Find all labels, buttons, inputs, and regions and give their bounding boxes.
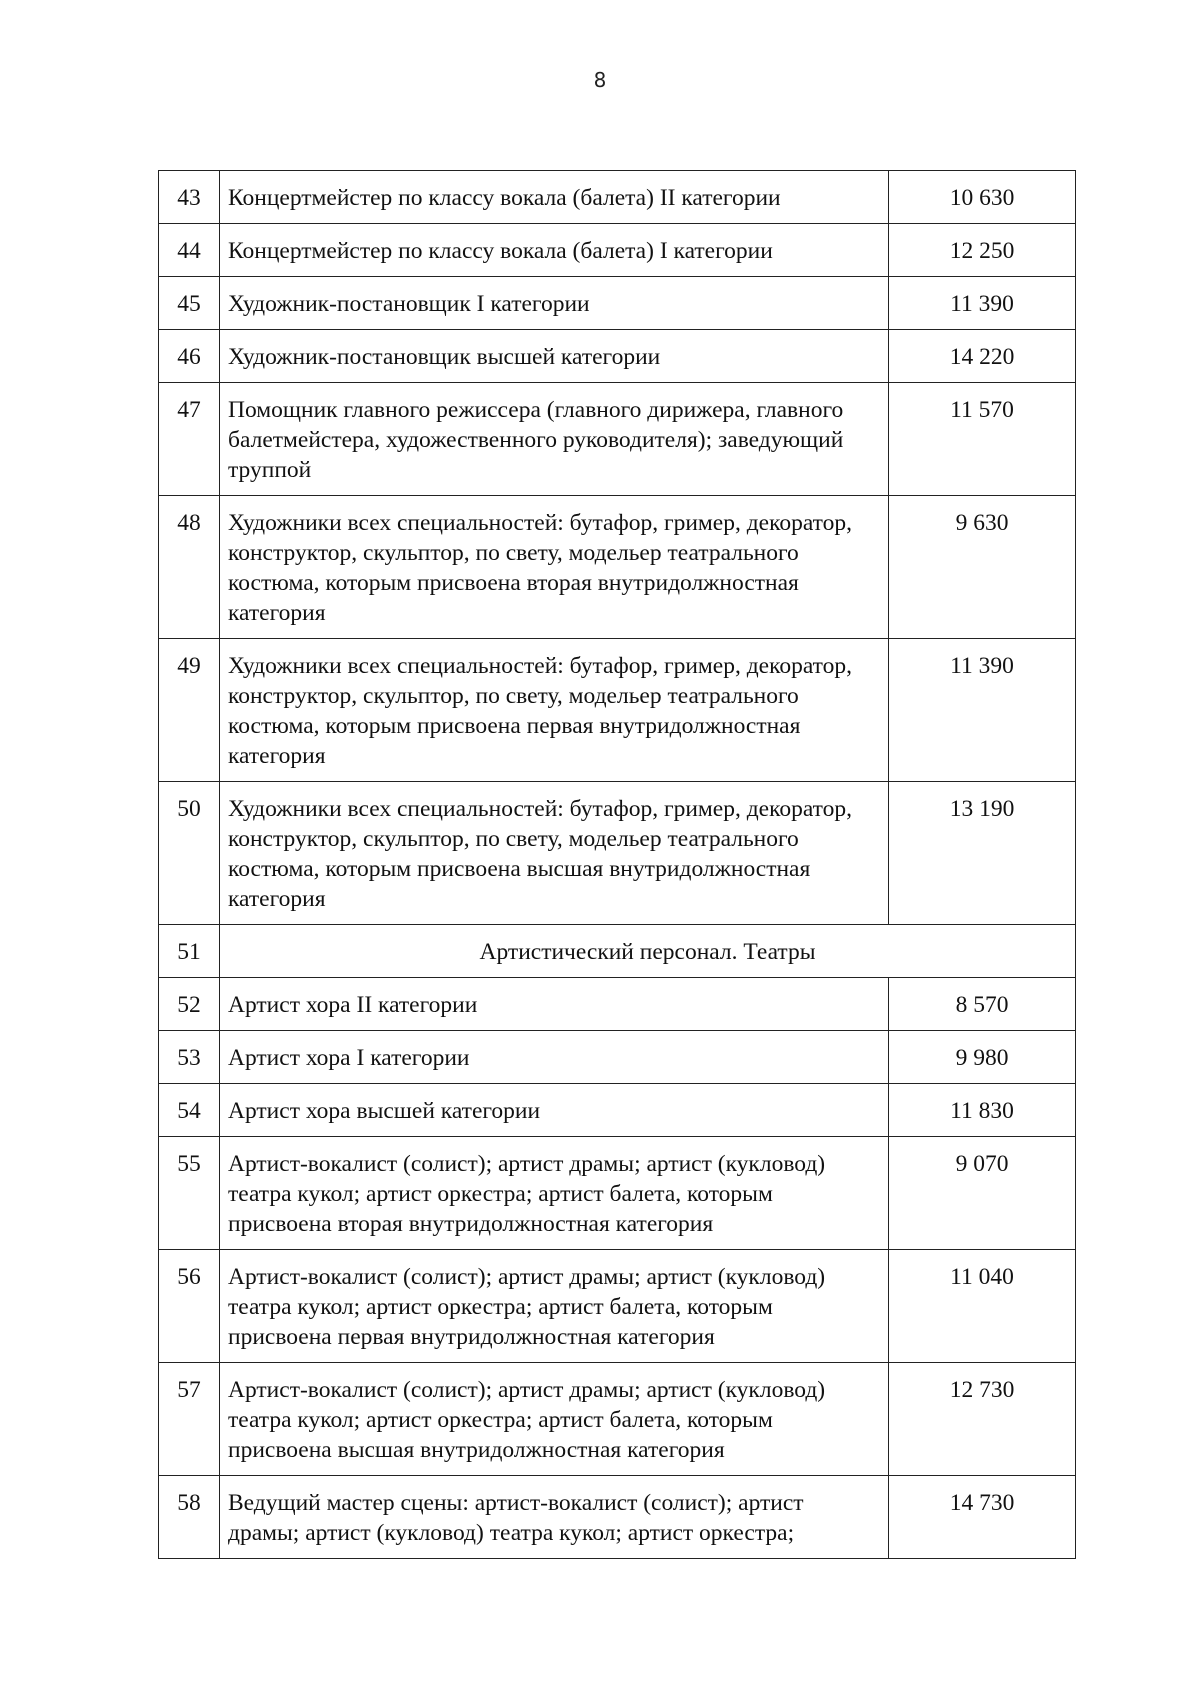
salary-value: 12 250 [889, 224, 1076, 277]
position-title: Художники всех специальностей: бутафор, гример, декоратор, конструктор, скульптор, по свету, модельер театрального костюма, которым присвоена первая внутридолжностная категория [220, 639, 889, 782]
table-row [159, 1476, 1076, 1559]
position-title: Артист-вокалист (солист); артист драмы; артист (кукловод) театра кукол; артист оркестра; артист балета, которым присвоена первая внутридолжностная категория [220, 1250, 889, 1363]
table-row [159, 1084, 1076, 1137]
row-number: 45 [159, 277, 220, 330]
row-number: 56 [159, 1250, 220, 1363]
table-row [159, 1137, 1076, 1250]
position-title: Художник-постановщик высшей категории [220, 330, 889, 383]
position-title: Ведущий мастер сцены: артист-вокалист (солист); артист драмы; артист (кукловод) театра кукол; артист оркестра; [220, 1476, 889, 1559]
table-row [159, 383, 1076, 496]
salary-value: 8 570 [889, 978, 1076, 1031]
row-number: 58 [159, 1476, 220, 1559]
position-title: Художники всех специальностей: бутафор, гример, декоратор, конструктор, скульптор, по свету, модельер театрального костюма, которым присвоена вторая внутридолжностная категория [220, 496, 889, 639]
position-title: Художник-постановщик I категории [220, 277, 889, 330]
page-number: 8 [593, 68, 607, 92]
row-number: 49 [159, 639, 220, 782]
position-title: Артист-вокалист (солист); артист драмы; артист (кукловод) театра кукол; артист оркестра; артист балета, которым присвоена вторая внутридолжностная категория [220, 1137, 889, 1250]
table-row [159, 639, 1076, 782]
salary-table [158, 170, 1076, 1559]
table-row [159, 330, 1076, 383]
row-number: 47 [159, 383, 220, 496]
table-row [159, 1031, 1076, 1084]
position-title: Художники всех специальностей: бутафор, гример, декоратор, конструктор, скульптор, по свету, модельер театрального костюма, которым присвоена высшая внутридолжностная категория [220, 782, 889, 925]
position-title: Концертмейстер по классу вокала (балета) II категории [220, 171, 889, 224]
table-row [159, 171, 1076, 224]
position-title: Помощник главного режиссера (главного дирижера, главного балетмейстера, художественного руководителя); заведующий труппой [220, 383, 889, 496]
position-title: Артист хора I категории [220, 1031, 889, 1084]
row-number: 48 [159, 496, 220, 639]
position-title: Артист-вокалист (солист); артист драмы; артист (кукловод) театра кукол; артист оркестра; артист балета, которым присвоена высшая внутридолжностная категория [220, 1363, 889, 1476]
row-number: 43 [159, 171, 220, 224]
salary-value: 11 040 [889, 1250, 1076, 1363]
section-heading: Артистический персонал. Театры [220, 925, 1076, 978]
salary-value: 11 390 [889, 277, 1076, 330]
table-row [159, 496, 1076, 639]
table-row [159, 277, 1076, 330]
salary-value: 14 730 [889, 1476, 1076, 1559]
salary-value: 11 390 [889, 639, 1076, 782]
row-number: 51 [159, 925, 220, 978]
row-number: 57 [159, 1363, 220, 1476]
salary-value: 10 630 [889, 171, 1076, 224]
table-row [159, 1363, 1076, 1476]
position-title: Концертмейстер по классу вокала (балета) I категории [220, 224, 889, 277]
salary-value: 13 190 [889, 782, 1076, 925]
table-row [159, 782, 1076, 925]
row-number: 53 [159, 1031, 220, 1084]
row-number: 44 [159, 224, 220, 277]
row-number: 55 [159, 1137, 220, 1250]
section-row [159, 925, 1076, 978]
row-number: 50 [159, 782, 220, 925]
salary-value: 9 630 [889, 496, 1076, 639]
salary-value: 11 830 [889, 1084, 1076, 1137]
salary-value: 14 220 [889, 330, 1076, 383]
position-title: Артист хора II категории [220, 978, 889, 1031]
table-row [159, 224, 1076, 277]
row-number: 46 [159, 330, 220, 383]
salary-value: 9 070 [889, 1137, 1076, 1250]
salary-value: 9 980 [889, 1031, 1076, 1084]
salary-value: 12 730 [889, 1363, 1076, 1476]
row-number: 54 [159, 1084, 220, 1137]
table-row [159, 978, 1076, 1031]
table-row [159, 1250, 1076, 1363]
position-title: Артист хора высшей категории [220, 1084, 889, 1137]
row-number: 52 [159, 978, 220, 1031]
salary-value: 11 570 [889, 383, 1076, 496]
